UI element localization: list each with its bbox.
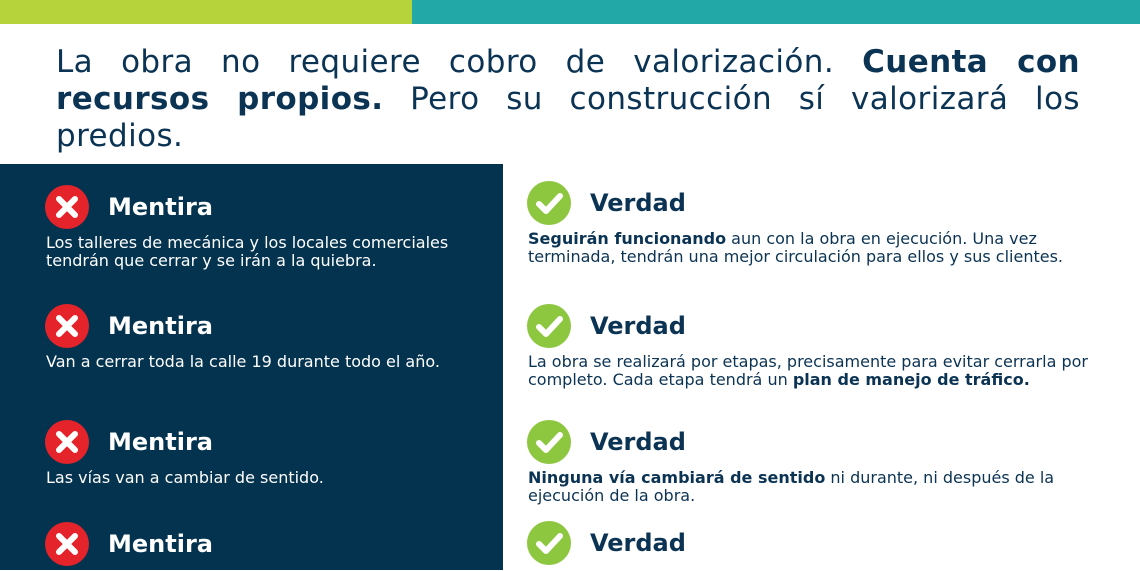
myth-label: Mentira: [108, 312, 213, 340]
x-circle-icon: [44, 521, 90, 567]
check-circle-icon: [526, 180, 572, 226]
fact-text-bold: Ninguna vía cambiará de sentido: [528, 468, 826, 487]
fact-text-regular: ni durante, ni después de la ejecución de la obra.: [528, 468, 1055, 505]
top-bar-teal: [412, 0, 1140, 24]
x-circle-icon: [44, 184, 90, 230]
myth-item: [44, 419, 486, 487]
headline: [56, 44, 1080, 155]
fact-label: Verdad: [590, 312, 686, 340]
check-circle-icon: [526, 419, 572, 465]
headline-text-1: La obra no requiere cobro de valorización.: [56, 44, 863, 80]
fact-label: Verdad: [590, 428, 686, 456]
fact-item: [526, 180, 1128, 266]
x-circle-icon: [44, 303, 90, 349]
myth-label: Mentira: [108, 428, 213, 456]
myth-label: Mentira: [108, 530, 213, 558]
fact-item: [526, 303, 1088, 389]
myth-item: [44, 184, 486, 270]
fact-text: [528, 469, 1098, 505]
fact-item: [526, 419, 1098, 505]
myth-text: Los talleres de mecánica y los locales comerciales tendrán que cerrar y se irán a la quiebra.: [46, 233, 449, 270]
myth-text: Las vías van a cambiar de sentido.: [46, 468, 324, 487]
myth-label: Mentira: [108, 193, 213, 221]
fact-text: [528, 230, 1128, 266]
myth-item: [44, 521, 486, 571]
fact-label: Verdad: [590, 529, 686, 557]
fact-text-regular: aun con la obra en ejecución. Una vez terminada, tendrán una mejor circulación para ellos y sus clientes.: [528, 229, 1063, 266]
top-bar-green: [0, 0, 412, 24]
fact-item: [526, 520, 1128, 570]
fact-text: [528, 353, 1088, 389]
headline-bold: Cuenta con recursos propios.: [56, 44, 1081, 117]
x-circle-icon: [44, 419, 90, 465]
fact-text-bold: Seguirán funcionando: [528, 229, 727, 248]
myth-text: Van a cerrar toda la calle 19 durante todo el año.: [46, 352, 440, 371]
fact-label: Verdad: [590, 189, 686, 217]
headline-text-2: Pero su construcción sí valorizará los predios.: [56, 81, 1080, 154]
check-circle-icon: [526, 520, 572, 566]
fact-text-regular: La obra se realizará por etapas, precisamente para evitar cerrarla por completo. Cada etapa tendrá un: [528, 352, 1088, 389]
myth-item: [44, 303, 506, 371]
fact-text-bold: plan de manejo de tráfico.: [792, 370, 1030, 389]
check-circle-icon: [526, 303, 572, 349]
